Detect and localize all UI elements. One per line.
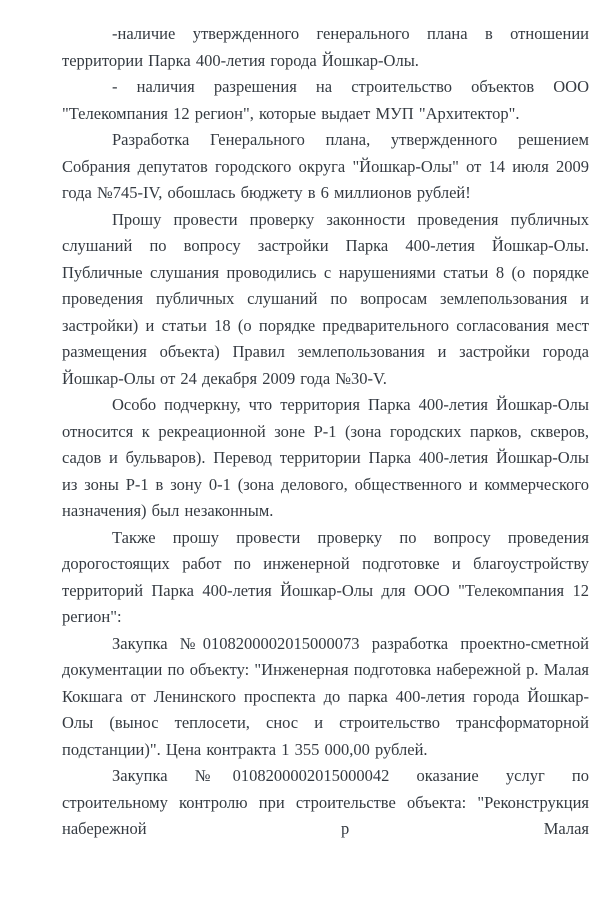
paragraph: Разработка Генерального плана, утвержденного решением Собрания депутатов городского округа "Йошкар-Олы" от 14 июля 2009 года №745-IV, обошлась бюджету в 6 миллионов рублей! [62, 130, 589, 202]
paragraph: Прошу провести проверку законности проведения публичных слушаний по вопросу застройки Парка 400-летия Йошкар-Олы. Публичные слушания проводились с нарушениями статьи 8 (о порядке проведения публичных слушаний по вопросам землепользования и застройки) и статьи 18 (о порядке предварительного согласования мест размещения объекта) Правил землепользования и застройки города Йошкар-Олы от 24 декабря 2009 года №30-V. [62, 209, 589, 388]
paragraph: Закупка №0108200002015000073 разработка проектно-сметной документации по объекту: "Инженерная подготовка набережной р. Малая Кокшага от Ленинского проспекта до парка 400-летия города Йошкар-Олы (вынос теплосети, снос и строительство трансформаторной подстанции)". Цена контракта 1 355 000,00 рублей. [62, 633, 589, 759]
paragraph: - наличия разрешения на строительство объектов ООО "Телекомпания 12 регион", которые выдает МУП "Архитектор". [62, 77, 589, 123]
paragraph: Также прошу провести проверку по вопросу проведения дорогостоящих работ по инженерной подготовке и благоустройству территорий Парка 400-летия Йошкар-Олы для ООО "Телекомпания 12 регион": [62, 527, 589, 626]
paragraph: Закупка №0108200002015000042 оказание услуг по строительному контролю при строительстве объекта: "Реконструкция набережной р Малая [62, 766, 589, 838]
paragraph: -наличие утвержденного генерального плана в отношении территории Парка 400-летия города Йошкар-Олы. [62, 24, 589, 70]
paragraph: Особо подчеркну, что территория Парка 400-летия Йошкар-Олы относится к рекреационной зоне Р-1 (зона городских парков, скверов, садов и бульваров). Перевод территории Парка 400-летия Йошкар-Олы из зоны Р-1 в зону 0-1 (зона делового, общественного и коммерческого назначения) был незаконным. [62, 395, 589, 520]
